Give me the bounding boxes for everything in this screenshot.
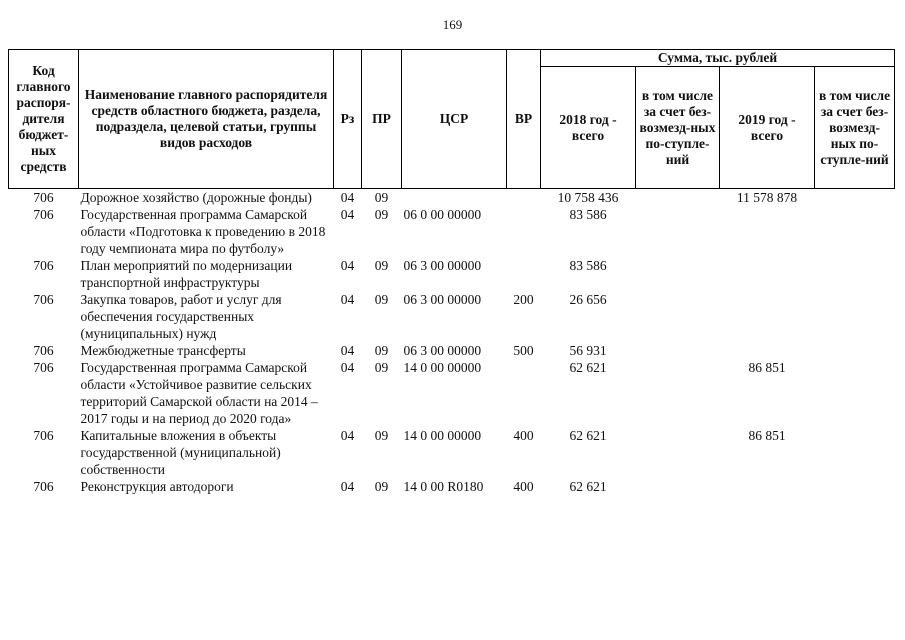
cell-2019-total: 86 851 bbox=[748, 360, 786, 375]
cell-vr: 400 bbox=[513, 428, 534, 443]
cell-2019-free bbox=[815, 342, 895, 359]
header-2019-total: 2019 год - всего bbox=[720, 67, 815, 189]
cell-2019-total bbox=[720, 478, 815, 495]
cell-code: 706 bbox=[33, 360, 54, 375]
header-pr: ПР bbox=[362, 50, 402, 189]
cell-pr: 09 bbox=[374, 190, 389, 205]
cell-code: 706 bbox=[33, 258, 54, 273]
table-row bbox=[9, 342, 895, 359]
cell-2018-free bbox=[636, 291, 720, 342]
cell-2019-free bbox=[815, 257, 895, 291]
cell-rz: 04 bbox=[340, 292, 355, 307]
cell-code: 706 bbox=[33, 428, 54, 443]
cell-vr bbox=[507, 206, 541, 257]
header-sum-group: Сумма, тыс. рублей bbox=[541, 50, 895, 67]
cell-2018-total: 83 586 bbox=[569, 207, 607, 222]
table-row bbox=[9, 478, 895, 495]
cell-name: Закупка товаров, работ и услуг для обеспечения государственных (муниципальных) нужд bbox=[80, 292, 282, 341]
table-row bbox=[9, 359, 895, 427]
cell-2019-total: 11 578 878 bbox=[736, 190, 798, 205]
cell-2019-free bbox=[815, 206, 895, 257]
cell-pr: 09 bbox=[374, 292, 389, 307]
cell-name: Капитальные вложения в объекты государственной (муниципальной) собственности bbox=[80, 428, 281, 477]
cell-csr: 14 0 00 00000 bbox=[403, 360, 482, 375]
budget-table bbox=[8, 49, 895, 495]
cell-code: 706 bbox=[33, 292, 54, 307]
header-rz: Рз bbox=[334, 50, 362, 189]
cell-vr: 400 bbox=[513, 479, 534, 494]
cell-pr: 09 bbox=[374, 360, 389, 375]
cell-2019-total bbox=[720, 291, 815, 342]
cell-2018-total: 56 931 bbox=[569, 343, 607, 358]
table-row bbox=[9, 427, 895, 478]
header-2018-free: в том числе за счет без-возмезд-ных по-ступле-ний bbox=[636, 67, 720, 189]
cell-csr: 06 0 00 00000 bbox=[403, 207, 482, 222]
header-vr: ВР bbox=[507, 50, 541, 189]
cell-rz: 04 bbox=[340, 207, 355, 222]
cell-2019-free bbox=[815, 189, 895, 207]
cell-name: Реконструкция автодороги bbox=[80, 479, 234, 494]
cell-2019-free bbox=[815, 478, 895, 495]
cell-rz: 04 bbox=[340, 479, 355, 494]
cell-name: Дорожное хозяйство (дорожные фонды) bbox=[80, 190, 312, 205]
cell-2018-free bbox=[636, 427, 720, 478]
cell-2018-free bbox=[636, 342, 720, 359]
cell-vr: 200 bbox=[513, 292, 534, 307]
header-2018-total: 2018 год - всего bbox=[541, 67, 636, 189]
cell-code: 706 bbox=[33, 190, 54, 205]
cell-csr: 14 0 00 R0180 bbox=[403, 479, 484, 494]
cell-2018-total: 10 758 436 bbox=[557, 190, 619, 205]
cell-name: Государственная программа Самарской области «Устойчивое развитие сельских территорий Самарской области на 2014 – 2017 годы и на период до 2020 года» bbox=[80, 360, 318, 426]
cell-rz: 04 bbox=[340, 360, 355, 375]
cell-pr: 09 bbox=[374, 258, 389, 273]
cell-2019-total bbox=[720, 206, 815, 257]
cell-2018-free bbox=[636, 257, 720, 291]
cell-vr bbox=[507, 257, 541, 291]
cell-2019-free bbox=[815, 359, 895, 427]
table-row bbox=[9, 291, 895, 342]
header-csr: ЦСР bbox=[402, 50, 507, 189]
table-row bbox=[9, 206, 895, 257]
cell-pr: 09 bbox=[374, 428, 389, 443]
cell-2018-total: 83 586 bbox=[569, 258, 607, 273]
cell-2018-free bbox=[636, 478, 720, 495]
cell-2018-free bbox=[636, 189, 720, 207]
cell-pr: 09 bbox=[374, 479, 389, 494]
cell-csr bbox=[402, 189, 507, 207]
cell-rz: 04 bbox=[340, 428, 355, 443]
cell-code: 706 bbox=[33, 207, 54, 222]
cell-2018-total: 62 621 bbox=[569, 360, 607, 375]
cell-2018-total: 62 621 bbox=[569, 428, 607, 443]
cell-rz: 04 bbox=[340, 343, 355, 358]
header-code: Код главного распоря-дителя бюджет-ных средств bbox=[9, 50, 79, 189]
cell-csr: 06 3 00 00000 bbox=[403, 258, 482, 273]
cell-name: Межбюджетные трансферты bbox=[80, 343, 246, 358]
page-number: 169 bbox=[442, 17, 463, 32]
cell-csr: 06 3 00 00000 bbox=[403, 292, 482, 307]
cell-csr: 06 3 00 00000 bbox=[403, 343, 482, 358]
cell-vr: 500 bbox=[513, 343, 534, 358]
cell-name: Государственная программа Самарской области «Подготовка к проведению в 2018 году чемпионата мира по футболу» bbox=[80, 207, 326, 256]
cell-code: 706 bbox=[33, 479, 54, 494]
cell-2018-free bbox=[636, 359, 720, 427]
cell-name: План мероприятий по модернизации транспортной инфраструктуры bbox=[80, 258, 293, 290]
cell-2019-total: 86 851 bbox=[748, 428, 786, 443]
header-2019-free: в том числе за счет без-возмезд-ных по-ступле-ний bbox=[815, 67, 895, 189]
cell-2019-total bbox=[720, 257, 815, 291]
cell-2018-free bbox=[636, 206, 720, 257]
cell-csr: 14 0 00 00000 bbox=[403, 428, 482, 443]
cell-rz: 04 bbox=[340, 190, 355, 205]
cell-pr: 09 bbox=[374, 343, 389, 358]
cell-rz: 04 bbox=[340, 258, 355, 273]
cell-pr: 09 bbox=[374, 207, 389, 222]
table-row bbox=[9, 257, 895, 291]
cell-2019-total bbox=[720, 342, 815, 359]
cell-2019-free bbox=[815, 291, 895, 342]
cell-2018-total: 26 656 bbox=[569, 292, 607, 307]
cell-2018-total: 62 621 bbox=[569, 479, 607, 494]
header-name: Наименование главного распорядителя средств областного бюджета, раздела, подраздела, целевой статьи, группы видов расходов bbox=[79, 50, 334, 189]
cell-code: 706 bbox=[33, 343, 54, 358]
table-row bbox=[9, 189, 895, 207]
cell-vr bbox=[507, 359, 541, 427]
cell-2019-free bbox=[815, 427, 895, 478]
cell-vr bbox=[507, 189, 541, 207]
